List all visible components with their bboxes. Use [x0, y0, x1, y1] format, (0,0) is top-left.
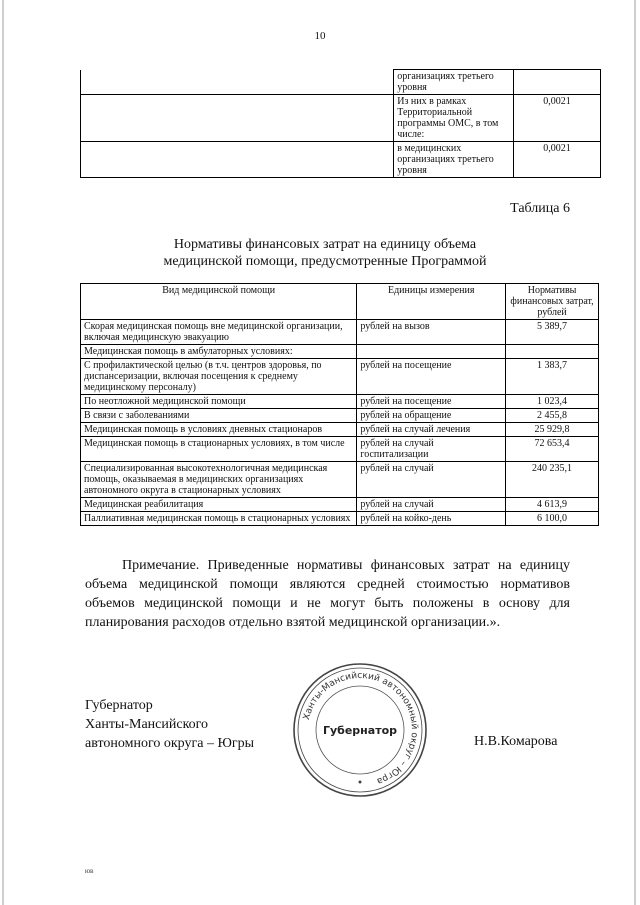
- unit-cell: рублей на посещение: [357, 395, 506, 409]
- care-type-cell: По неотложной медицинской помощи: [81, 395, 357, 409]
- table-header-row: [81, 284, 599, 320]
- unit-cell: рублей на случай: [357, 462, 506, 498]
- table-cell: 0,0021: [514, 142, 601, 178]
- value-cell: 6 100,0: [506, 512, 599, 526]
- value-cell: 240 235,1: [506, 462, 599, 498]
- value-cell: 5 389,7: [506, 320, 599, 345]
- left-page-edge: [2, 0, 4, 905]
- continued-table: [80, 69, 601, 178]
- table-title: [80, 236, 570, 270]
- official-seal: [290, 660, 430, 800]
- care-type-cell: Медицинская реабилитация: [81, 498, 357, 512]
- table-cell: в медицинских организациях третьего уровня: [394, 142, 514, 178]
- table-row: [81, 498, 599, 512]
- table-row: [81, 142, 601, 178]
- value-cell: [506, 345, 599, 359]
- table-row: [81, 512, 599, 526]
- unit-cell: рублей на вызов: [357, 320, 506, 345]
- seal-center-text: Губернатор: [322, 724, 398, 737]
- value-cell: 25 929,8: [506, 423, 599, 437]
- table-cell: Из них в рамках Территориальной программы ОМС, в том числе:: [394, 95, 514, 142]
- table-title-line: Нормативы финансовых затрат на единицу объема: [173, 237, 477, 252]
- care-type-cell: Медицинская помощь в амбулаторных условиях:: [81, 345, 357, 359]
- signatory-title-line: Губернатор: [85, 698, 153, 713]
- value-cell: 1 023,4: [506, 395, 599, 409]
- table-row: [81, 409, 599, 423]
- care-type-cell: В связи с заболеваниями: [81, 409, 357, 423]
- footer-code: ЮВ: [85, 870, 94, 875]
- unit-cell: рублей на случай лечения: [357, 423, 506, 437]
- column-header: Нормативы финансовых затрат, рублей: [506, 284, 599, 320]
- table-row: [81, 423, 599, 437]
- table-label: Таблица 6: [510, 201, 570, 216]
- unit-cell: рублей на случай: [357, 498, 506, 512]
- value-cell: 2 455,8: [506, 409, 599, 423]
- table-row: [81, 395, 599, 409]
- table-row: [81, 359, 599, 395]
- care-type-cell: С профилактической целью (в т.ч. центров здоровья, по диспансеризации, включая посещения к среднему медицинскому персоналу): [81, 359, 357, 395]
- table-row: [81, 437, 599, 462]
- table-row: [81, 95, 601, 142]
- column-header: Вид медицинской помощи: [81, 284, 357, 320]
- page-number: 10: [314, 30, 326, 42]
- value-cell: 72 653,4: [506, 437, 599, 462]
- table-row: [81, 462, 599, 498]
- table-row: [81, 70, 601, 95]
- signatory-title-line: Ханты-Мансийского: [85, 717, 209, 732]
- table-row: [81, 345, 599, 359]
- seal-ring-text: Ханты-Мансийский автономный округ – Югра: [302, 670, 420, 786]
- signatory-title: [85, 696, 254, 753]
- table-title-line: медицинской помощи, предусмотренные Программой: [163, 254, 487, 269]
- unit-cell: рублей на обращение: [357, 409, 506, 423]
- unit-cell: рублей на койко-день: [357, 512, 506, 526]
- care-type-cell: Паллиативная медицинская помощь в стационарных условиях: [81, 512, 357, 526]
- cost-norms-table: [80, 283, 599, 526]
- signatory-title-line: автономного округа – Югры: [85, 736, 254, 751]
- care-type-cell: Медицинская помощь в условиях дневных стационаров: [81, 423, 357, 437]
- care-type-cell: Специализированная высокотехнологичная медицинская помощь, оказываемая в медицинских организациях автономного округа в стационарных условиях: [81, 462, 357, 498]
- right-page-edge: [634, 0, 636, 905]
- signatory-name: Н.В.Комарова: [474, 734, 558, 749]
- care-type-cell: Скорая медицинская помощь вне медицинской организации, включая медицинскую эвакуацию: [81, 320, 357, 345]
- unit-cell: рублей на случай госпитализации: [357, 437, 506, 462]
- care-type-cell: Медицинская помощь в стационарных условиях, в том числе: [81, 437, 357, 462]
- table-cell: 0,0021: [514, 95, 601, 142]
- column-header: Единицы измерения: [357, 284, 506, 320]
- unit-cell: рублей на посещение: [357, 359, 506, 395]
- unit-cell: [357, 345, 506, 359]
- table-cell: организациях третьего уровня: [394, 70, 514, 95]
- table-row: [81, 320, 599, 345]
- table-cell: [514, 70, 601, 95]
- note-paragraph: Примечание. Приведенные нормативы финансовых затрат на единицу объема медицинской помощи являются средней стоимостью нормативов объемов медицинской помощи и не могут быть положены в основу для планирования расходов отдельно взятой медицинской организации.».: [85, 558, 570, 630]
- value-cell: 4 613,9: [506, 498, 599, 512]
- value-cell: 1 383,7: [506, 359, 599, 395]
